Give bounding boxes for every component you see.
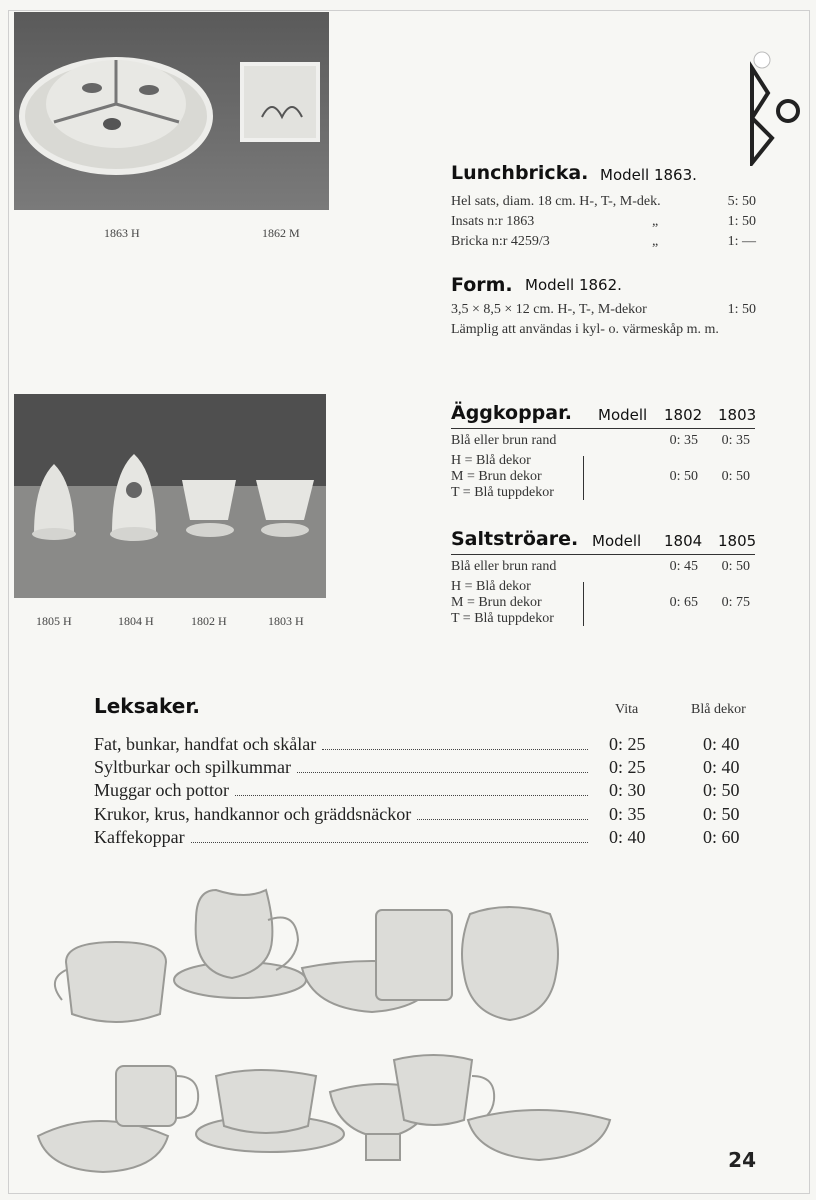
leksaker-vita-price: 0: 35 (609, 804, 646, 824)
agg-group-line: H = Blå dekor (451, 453, 531, 468)
lunch-row-price: 1: — (727, 234, 756, 249)
agg-col-1802: 1802 (664, 406, 703, 424)
caption-1802h: 1802 H (191, 614, 227, 628)
dot-leader (191, 842, 588, 843)
agg-group-brace (580, 456, 584, 500)
photo-toy-crockery (30, 880, 620, 1180)
lunch-row-label: Insats n:r 1863 (451, 214, 535, 229)
agg-group-val-1802: 0: 50 (669, 469, 698, 484)
leksaker-vita-price: 0: 30 (609, 780, 646, 800)
agg-row1-val-1803: 0: 35 (721, 433, 750, 448)
leksaker-vita-price: 0: 25 (609, 757, 646, 777)
leksaker-vita-price: 0: 40 (609, 827, 646, 847)
lunch-row-price: 5: 50 (727, 194, 756, 209)
caption-1804h: 1804 H (118, 614, 154, 628)
leksaker-bla-price: 0: 40 (703, 757, 740, 777)
form-model: Modell 1862. (525, 276, 622, 294)
agg-model-label: Modell (598, 406, 648, 424)
dot-leader (322, 749, 588, 750)
salt-model-label: Modell (592, 532, 642, 550)
agg-row1-val-1802: 0: 35 (669, 433, 698, 448)
dot-leader (235, 795, 588, 796)
leksaker-row (94, 804, 594, 825)
agg-title: Äggkoppar. (451, 402, 572, 424)
leksaker-row-label: Krukor, krus, handkannor och gräddsnäckor (94, 804, 412, 824)
agg-group-line: M = Brun dekor (451, 469, 542, 484)
leksaker-col-bla-dekor: Blå dekor (691, 702, 746, 717)
salt-title: Saltströare. (451, 528, 579, 550)
form-size-line: 3,5 × 8,5 × 12 cm. H-, T-, M-dekor (451, 302, 647, 317)
photo-egg-cups (14, 394, 326, 598)
caption-1803h: 1803 H (268, 614, 304, 628)
leksaker-bla-price: 0: 40 (703, 734, 740, 754)
lunch-row-ditto: „ (652, 214, 659, 229)
salt-group-val-1804: 0: 65 (669, 595, 698, 610)
form-note: Lämplig att användas i kyl- o. värmeskåp m. m. (451, 322, 719, 337)
leksaker-row (94, 827, 594, 848)
dot-leader (417, 819, 588, 820)
salt-row1-val-1805: 0: 50 (721, 559, 750, 574)
salt-col-1804: 1804 (664, 532, 703, 550)
salt-row1-val-1804: 0: 45 (669, 559, 698, 574)
leksaker-row (94, 734, 594, 755)
dot-leader (297, 772, 588, 773)
agg-group-val-1803: 0: 50 (721, 469, 750, 484)
leksaker-row-label: Kaffekoppar (94, 827, 185, 847)
leksaker-row (94, 757, 594, 778)
salt-header-rule (451, 554, 755, 555)
salt-group-brace (580, 582, 584, 626)
caption-1863h: 1863 H (104, 226, 140, 240)
agg-col-1803: 1803 (718, 406, 757, 424)
leksaker-col-vita: Vita (615, 702, 639, 717)
lunch-row-label: Hel sats, diam. 18 cm. H-, T-, M-dek. (451, 194, 661, 209)
agg-group-line: T = Blå tuppdekor (451, 485, 554, 500)
photo-lunch-tray (14, 12, 329, 210)
salt-group-line: M = Brun dekor (451, 595, 542, 610)
leksaker-title: Leksaker. (94, 694, 200, 718)
page-number: 24 (728, 1148, 756, 1172)
leksaker-bla-price: 0: 50 (703, 780, 740, 800)
caption-1805h: 1805 H (36, 614, 72, 628)
salt-col-1805: 1805 (718, 532, 757, 550)
caption-1862m: 1862 M (262, 226, 300, 240)
lunch-row-price: 1: 50 (727, 214, 756, 229)
leksaker-row (94, 780, 594, 801)
lunch-title: Lunchbricka. (451, 162, 589, 184)
form-title: Form. (451, 274, 513, 296)
leksaker-row-label: Muggar och pottor (94, 780, 229, 800)
form-price: 1: 50 (727, 302, 756, 317)
leksaker-row-label: Syltburkar och spilkummar (94, 757, 291, 777)
bo-logo-icon (746, 48, 804, 166)
leksaker-bla-price: 0: 50 (703, 804, 740, 824)
agg-row1-label: Blå eller brun rand (451, 433, 557, 448)
salt-group-val-1805: 0: 75 (721, 595, 750, 610)
lunch-row-ditto: „ (652, 234, 659, 249)
agg-header-rule (451, 428, 755, 429)
salt-group-line: H = Blå dekor (451, 579, 531, 594)
lunch-model: Modell 1863. (600, 166, 697, 184)
leksaker-vita-price: 0: 25 (609, 734, 646, 754)
leksaker-bla-price: 0: 60 (703, 827, 740, 847)
salt-group-line: T = Blå tuppdekor (451, 611, 554, 626)
lunch-row-label: Bricka n:r 4259/3 (451, 234, 550, 249)
leksaker-row-label: Fat, bunkar, handfat och skålar (94, 734, 317, 754)
salt-row1-label: Blå eller brun rand (451, 559, 557, 574)
